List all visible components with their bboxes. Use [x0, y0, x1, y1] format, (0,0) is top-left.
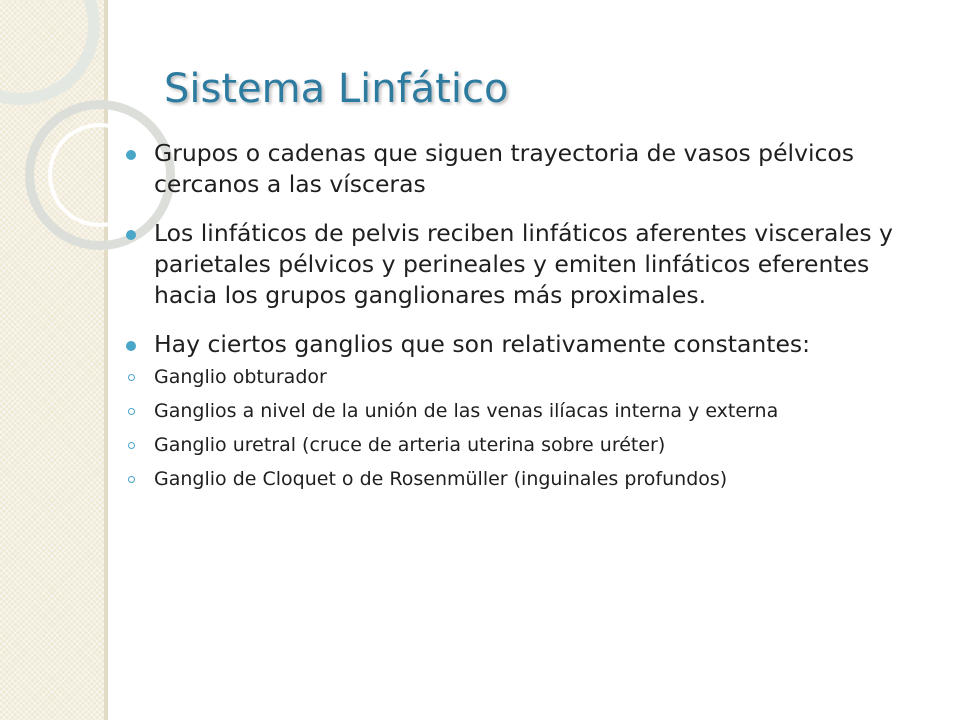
sub-bullet-item — [122, 468, 912, 491]
sub-bullet-item — [122, 434, 912, 457]
sub-bullet-text: Ganglio uretral (cruce de arteria uterina sobre uréter) — [154, 434, 666, 456]
sub-bullet-ring-icon — [128, 476, 135, 483]
bullet-list — [122, 138, 912, 360]
bullet-item — [122, 329, 912, 360]
sub-bullet-list — [122, 366, 912, 491]
slide-title: Sistema Linfático — [164, 66, 509, 112]
bullet-text: Los linfáticos de pelvis reciben linfáticos aferentes viscerales y parietales pélvicos y perineales y emiten linfáticos eferentes hacia los grupos ganglionares más proximales. — [154, 219, 893, 309]
sub-bullet-item — [122, 366, 912, 389]
bullet-text: Grupos o cadenas que siguen trayectoria de vasos pélvicos cercanos a las vísceras — [154, 139, 855, 198]
slide-content — [122, 138, 912, 502]
bullet-dot-icon — [126, 150, 136, 160]
bullet-item — [122, 218, 912, 311]
bullet-dot-icon — [126, 341, 136, 351]
sub-bullet-ring-icon — [128, 374, 135, 381]
sub-bullet-ring-icon — [128, 408, 135, 415]
sub-bullet-item — [122, 400, 912, 423]
sub-bullet-text: Ganglio de Cloquet o de Rosenmüller (inguinales profundos) — [154, 468, 728, 490]
bullet-dot-icon — [126, 230, 136, 240]
sub-bullet-text: Ganglios a nivel de la unión de las venas ilíacas interna y externa — [154, 400, 779, 422]
bullet-item — [122, 138, 912, 200]
bullet-text: Hay ciertos ganglios que son relativamente constantes: — [154, 330, 811, 358]
sub-bullet-text: Ganglio obturador — [154, 366, 327, 388]
sub-bullet-ring-icon — [128, 442, 135, 449]
